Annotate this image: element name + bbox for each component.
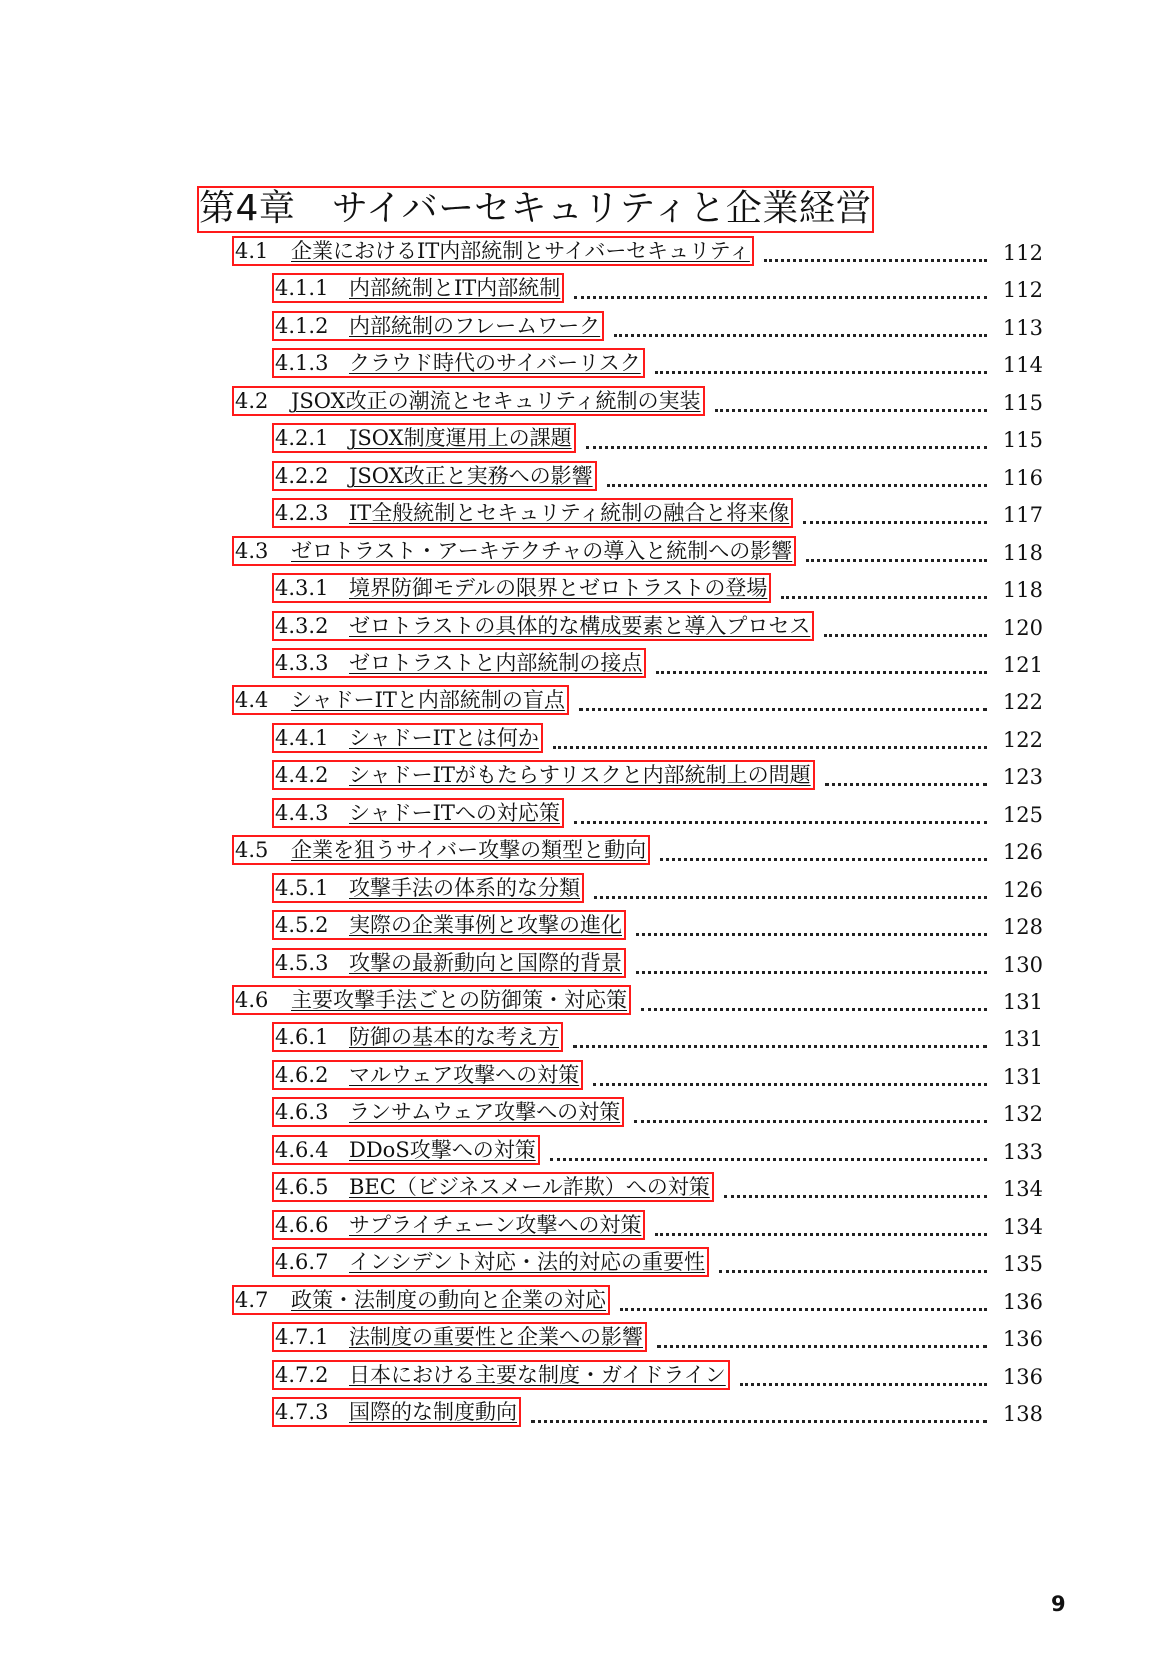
section-number: 4.1.1 <box>275 276 329 300</box>
toc-entry-link[interactable] <box>272 1322 647 1352</box>
toc-entry[interactable] <box>235 839 1043 865</box>
section-number: 4.6.1 <box>275 1025 329 1049</box>
page-ref: 136 <box>1002 1365 1043 1389</box>
section-number: 4.1.2 <box>275 314 329 338</box>
section-number: 4.5 <box>235 838 269 862</box>
dot-leader <box>655 371 987 374</box>
section-number: 4.4 <box>235 688 269 712</box>
toc-entry[interactable] <box>275 1401 1043 1427</box>
toc-entry-link[interactable] <box>272 798 564 828</box>
dot-leader <box>634 1120 987 1123</box>
page-ref: 131 <box>1002 1065 1043 1089</box>
section-number: 4.6.7 <box>275 1250 329 1274</box>
page-ref: 134 <box>1002 1177 1043 1201</box>
section-number: 4.2 <box>235 389 269 413</box>
toc-entry[interactable] <box>275 615 1043 641</box>
toc-entry-link[interactable] <box>232 985 631 1015</box>
section-title: シャドーITがもたらすリスクと内部統制上の問題 <box>349 763 811 787</box>
dot-leader <box>657 1345 987 1348</box>
page-ref: 118 <box>1002 578 1043 602</box>
toc-entry[interactable] <box>275 727 1043 753</box>
section-number: 4.6.3 <box>275 1100 329 1124</box>
section-number: 4.2.2 <box>275 464 329 488</box>
section-number: 4.7 <box>235 1288 269 1312</box>
toc-entry[interactable] <box>275 1101 1043 1127</box>
section-number: 4.4.3 <box>275 801 329 825</box>
section-title: 日本における主要な制度・ガイドライン <box>349 1363 726 1387</box>
page-ref: 123 <box>1002 765 1043 789</box>
section-title: 企業におけるIT内部統制とサイバーセキュリティ <box>291 239 750 263</box>
toc-entry[interactable] <box>275 652 1043 678</box>
dot-leader <box>573 1045 987 1048</box>
toc-entry-link[interactable] <box>272 311 604 341</box>
dot-leader <box>586 446 987 449</box>
toc-entry-link[interactable] <box>232 1285 610 1315</box>
dot-leader <box>715 409 987 412</box>
toc-entry-link[interactable] <box>272 461 597 491</box>
toc-entry-link[interactable] <box>272 873 584 903</box>
toc-entry-link[interactable] <box>272 910 626 940</box>
dot-leader <box>636 971 987 974</box>
section-title: JSOX改正と実務への影響 <box>349 464 593 488</box>
dot-leader <box>724 1195 987 1198</box>
page-ref: 120 <box>1002 616 1043 640</box>
section-title: JSOX制度運用上の課題 <box>349 426 572 450</box>
section-number: 4.4.1 <box>275 726 329 750</box>
toc-entry-link[interactable] <box>272 648 646 678</box>
toc-entry-link[interactable] <box>272 1097 624 1127</box>
dot-leader <box>781 596 987 599</box>
section-number: 4.7.3 <box>275 1400 329 1424</box>
section-title: JSOX改正の潮流とセキュリティ統制の実装 <box>291 389 701 413</box>
toc-entry-link[interactable] <box>272 948 626 978</box>
toc-entry-link[interactable] <box>272 1210 645 1240</box>
page-ref: 135 <box>1002 1252 1043 1276</box>
section-title: シャドーITとは何か <box>349 726 539 750</box>
section-number: 4.2.1 <box>275 426 329 450</box>
page-ref: 118 <box>1002 541 1043 565</box>
toc-entry-link[interactable] <box>232 236 754 266</box>
section-title: ゼロトラストの具体的な構成要素と導入プロセス <box>349 614 811 638</box>
page-ref: 121 <box>1002 653 1043 677</box>
page-ref: 114 <box>1002 353 1043 377</box>
section-title: シャドーITと内部統制の盲点 <box>291 688 565 712</box>
section-title: 内部統制のフレームワーク <box>349 314 601 338</box>
section-title: DDoS攻撃への対策 <box>349 1138 536 1162</box>
toc-entry[interactable] <box>275 577 1043 603</box>
section-title: 政策・法制度の動向と企業の対応 <box>291 1288 606 1312</box>
page-ref: 128 <box>1002 915 1043 939</box>
section-title: 実際の企業事例と攻撃の進化 <box>349 913 622 937</box>
dot-leader <box>614 334 987 337</box>
toc-entry[interactable] <box>275 277 1043 303</box>
dot-leader <box>825 783 987 786</box>
dot-leader <box>593 1083 987 1086</box>
dot-leader <box>531 1420 987 1423</box>
section-title: ランサムウェア攻撃への対策 <box>349 1100 621 1124</box>
section-title: シャドーITへの対応策 <box>349 801 560 825</box>
page-ref: 131 <box>1002 990 1043 1014</box>
page-ref: 131 <box>1002 1027 1043 1051</box>
toc-entry-link[interactable] <box>272 498 793 528</box>
toc-entry-link[interactable] <box>232 685 569 715</box>
section-title: 攻撃の最新動向と国際的背景 <box>349 951 622 975</box>
section-title: 防御の基本的な考え方 <box>349 1025 559 1049</box>
dot-leader <box>574 821 987 824</box>
toc-entry[interactable] <box>275 1364 1043 1390</box>
section-number: 4.3.3 <box>275 651 329 675</box>
section-number: 4.5.2 <box>275 913 329 937</box>
page-ref: 115 <box>1002 428 1043 452</box>
dot-leader <box>579 708 987 711</box>
section-number: 4.3.2 <box>275 614 329 638</box>
toc-entry-link[interactable] <box>272 1247 709 1277</box>
section-number: 4.6.6 <box>275 1213 329 1237</box>
toc-entry[interactable] <box>275 1139 1043 1165</box>
section-number: 4.7.2 <box>275 1363 329 1387</box>
toc-entry[interactable] <box>275 952 1043 978</box>
toc-entry-link[interactable] <box>272 573 771 603</box>
section-title: ゼロトラスト・アーキテクチャの導入と統制への影響 <box>291 539 793 563</box>
section-number: 4.4.2 <box>275 763 329 787</box>
toc-entry-link[interactable] <box>272 1397 521 1427</box>
dot-leader <box>594 896 987 899</box>
toc-entry[interactable] <box>275 764 1043 790</box>
toc-entry[interactable] <box>235 240 1043 266</box>
section-number: 4.5.1 <box>275 876 329 900</box>
dot-leader <box>719 1270 987 1273</box>
section-number: 4.6.4 <box>275 1138 329 1162</box>
toc-entry-link[interactable] <box>272 1135 540 1165</box>
section-title: マルウェア攻撃への対策 <box>349 1063 580 1087</box>
section-title: 企業を狙うサイバー攻撃の類型と動向 <box>291 838 647 862</box>
toc-entry[interactable] <box>275 877 1043 903</box>
dot-leader <box>574 296 987 299</box>
section-title: 内部統制とIT内部統制 <box>349 276 561 300</box>
dot-leader <box>764 259 987 262</box>
section-title: 国際的な制度動向 <box>349 1400 517 1424</box>
toc-entry-link[interactable] <box>272 1360 730 1390</box>
dot-leader <box>620 1308 987 1311</box>
page-ref: 126 <box>1002 878 1043 902</box>
page-ref: 112 <box>1002 278 1043 302</box>
page-ref: 138 <box>1002 1402 1043 1426</box>
toc-entry[interactable] <box>235 989 1043 1015</box>
section-title: 主要攻撃手法ごとの防御策・対応策 <box>291 988 627 1012</box>
toc-entry-link[interactable] <box>272 611 814 641</box>
section-title: IT全般統制とセキュリティ統制の融合と将来像 <box>349 501 790 525</box>
toc-entry-link[interactable] <box>232 386 705 416</box>
dot-leader <box>806 559 987 562</box>
page-ref: 136 <box>1002 1290 1043 1314</box>
toc-entry-link[interactable] <box>232 835 650 865</box>
section-number: 4.5.3 <box>275 951 329 975</box>
dot-leader <box>550 1158 987 1161</box>
toc-entry-link[interactable] <box>272 348 645 378</box>
toc-entry-link[interactable] <box>272 273 564 303</box>
section-title: ゼロトラストと内部統制の接点 <box>349 651 643 675</box>
page-ref: 130 <box>1002 953 1043 977</box>
toc-entry[interactable] <box>275 1064 1043 1090</box>
toc-entry[interactable] <box>275 802 1043 828</box>
toc-entry[interactable] <box>275 465 1043 491</box>
dot-leader <box>553 746 987 749</box>
page-ref: 134 <box>1002 1215 1043 1239</box>
section-title: クラウド時代のサイバーリスク <box>349 351 641 375</box>
toc-entry[interactable] <box>235 390 1043 416</box>
toc-entry[interactable] <box>275 427 1043 453</box>
toc-entry[interactable] <box>275 315 1043 341</box>
section-number: 4.2.3 <box>275 501 329 525</box>
section-title: 境界防御モデルの限界とゼロトラストの登場 <box>349 576 768 600</box>
section-number: 4.3.1 <box>275 576 329 600</box>
toc-entry[interactable] <box>235 1289 1043 1315</box>
toc-entry-link[interactable] <box>272 1022 563 1052</box>
section-number: 4.6 <box>235 988 269 1012</box>
toc-entry-link[interactable] <box>272 760 815 790</box>
dot-leader <box>803 521 987 524</box>
page-ref: 136 <box>1002 1327 1043 1351</box>
toc-entry[interactable] <box>275 1026 1043 1052</box>
section-number: 4.1.3 <box>275 351 329 375</box>
toc-entry-link[interactable] <box>272 423 576 453</box>
toc-entry-link[interactable] <box>272 1172 714 1202</box>
toc-entry-link[interactable] <box>232 536 796 566</box>
section-title: 攻撃手法の体系的な分類 <box>349 876 580 900</box>
dot-leader <box>655 1233 987 1236</box>
dot-leader <box>636 933 987 936</box>
page-ref: 117 <box>1002 503 1043 527</box>
toc-entry-link[interactable] <box>272 723 543 753</box>
toc-entry[interactable] <box>275 1326 1043 1352</box>
dot-leader <box>607 484 987 487</box>
toc-entry[interactable] <box>235 540 1043 566</box>
section-number: 4.3 <box>235 539 269 563</box>
page-ref: 112 <box>1002 241 1043 265</box>
toc-entry-link[interactable] <box>272 1060 583 1090</box>
toc-entry[interactable] <box>235 689 1043 715</box>
chapter-title[interactable]: 第4章 サイバーセキュリティと企業経営 <box>197 186 874 233</box>
page-ref: 113 <box>1002 316 1043 340</box>
section-number: 4.1 <box>235 239 269 263</box>
dot-leader <box>740 1383 987 1386</box>
dot-leader <box>656 671 987 674</box>
section-title: 法制度の重要性と企業への影響 <box>349 1325 643 1349</box>
section-title: サプライチェーン攻撃への対策 <box>349 1213 642 1237</box>
toc-entry[interactable] <box>275 502 1043 528</box>
toc-entry[interactable] <box>275 1214 1043 1240</box>
toc-entry[interactable] <box>275 914 1043 940</box>
page-number: 9 <box>1051 1592 1066 1616</box>
dot-leader <box>660 858 987 861</box>
page-ref: 116 <box>1002 466 1043 490</box>
page-ref: 133 <box>1002 1140 1043 1164</box>
page-ref: 122 <box>1002 690 1043 714</box>
section-number: 4.6.5 <box>275 1175 329 1199</box>
dot-leader <box>641 1008 987 1011</box>
section-title: BEC（ビジネスメール詐欺）への対策 <box>349 1175 710 1199</box>
page-ref: 115 <box>1002 391 1043 415</box>
dot-leader <box>824 634 987 637</box>
page-ref: 125 <box>1002 803 1043 827</box>
section-number: 4.6.2 <box>275 1063 329 1087</box>
toc-entry[interactable] <box>275 1176 1043 1202</box>
page-ref: 126 <box>1002 840 1043 864</box>
section-title: インシデント対応・法的対応の重要性 <box>349 1250 706 1274</box>
toc-entry[interactable] <box>275 352 1043 378</box>
page-ref: 132 <box>1002 1102 1043 1126</box>
toc-entry[interactable] <box>275 1251 1043 1277</box>
section-number: 4.7.1 <box>275 1325 329 1349</box>
page-ref: 122 <box>1002 728 1043 752</box>
